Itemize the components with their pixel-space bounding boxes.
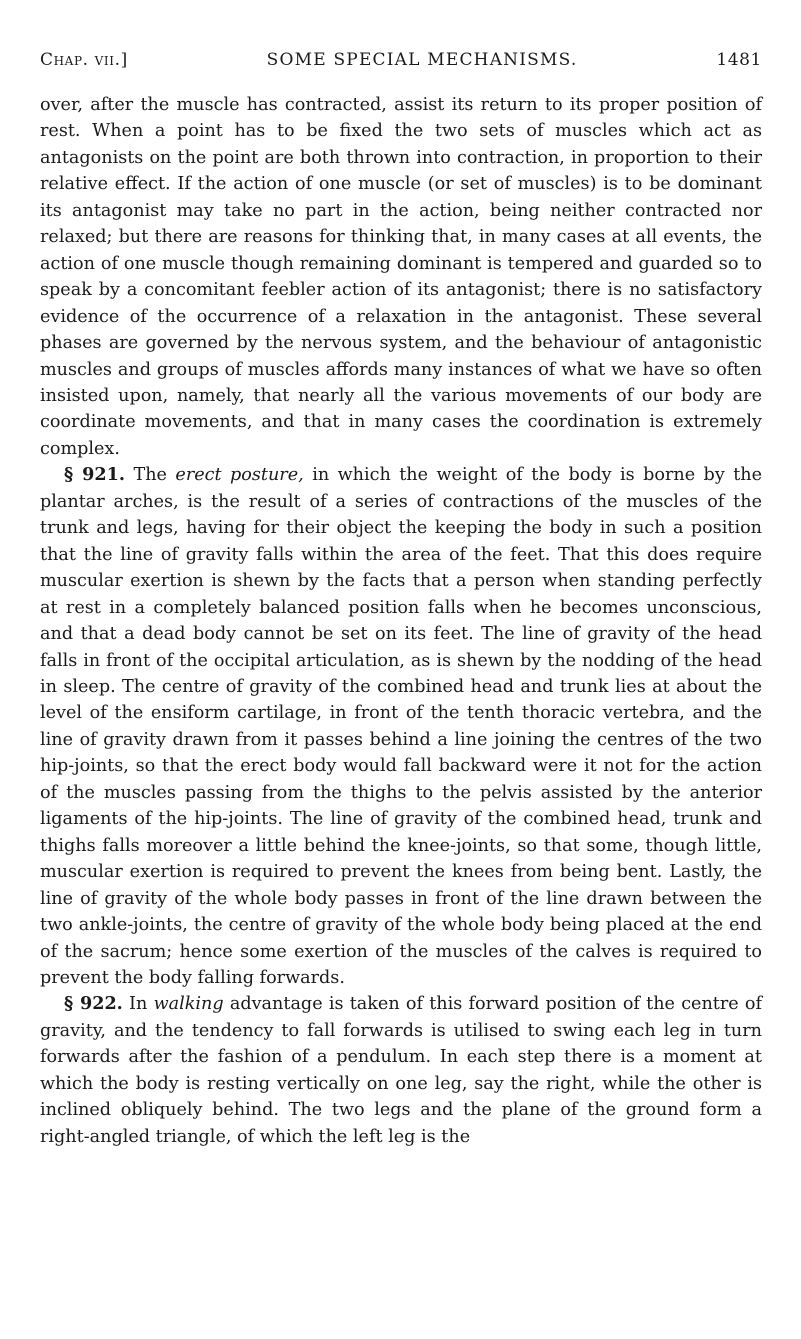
paragraph-term: erect posture,	[175, 465, 304, 486]
paragraph-lead: The	[133, 465, 167, 486]
paragraph-text: over, after the muscle has contracted, assist its return to its proper position of rest. When a point has to be fixed the two sets of muscles which act as antagonists on the point are both thrown into contraction, in proportion to their relative effect. If the action of one muscle (or set of muscles) is to be dominant its antagonist may take no part in the action, being neither contracted nor relaxed; but there are reasons for thinking that, in many cases at all events, the action of one muscle though remaining dominant is tempered and guarded so to speak by a concomitant feebler action of its antagonist; there is no satisfactory evidence of the occurrence of a relaxation in the antagonist. These several phases are governed by the nervous system, and the behaviour of antagonistic muscles and groups of muscles affords many instances of what we have so often insisted upon, namely, that nearly all the various movements of our body are coordinate movements, and that in many cases the coordination is extremely complex.	[40, 95, 762, 459]
paragraph-lead: In	[129, 994, 148, 1015]
chapter-label: Chap. vii.]	[40, 50, 128, 70]
paragraph-continuation	[40, 92, 762, 462]
section-number: § 921.	[64, 464, 126, 486]
section-number: § 922.	[64, 993, 123, 1015]
running-head	[40, 50, 762, 80]
body-text	[40, 92, 762, 1150]
paragraph-term: walking	[153, 994, 224, 1015]
paragraph-section-921	[40, 462, 762, 991]
book-page	[40, 50, 762, 1150]
page-number: 1481	[716, 50, 762, 70]
paragraph-text: advantage is taken of this forward position of the centre of gravity, and the tendency to fall forwards is utilised to swing each leg in turn forwards after the fashion of a pendulum. In each step there is a moment at which the body is resting vertically on one leg, say the right, while the other is inclined obliquely behind. The two legs and the plane of the ground form a right-angled triangle, of which the left leg is the	[40, 994, 763, 1147]
paragraph-section-922	[40, 991, 762, 1150]
paragraph-text: in which the weight of the body is borne by the plantar arches, is the result of a series of contractions of the muscles of the trunk and legs, having for their object the keeping the body in such a position that the line of gravity falls within the area of the feet. That this does require muscular exertion is shewn by the facts that a person when standing perfectly at rest in a completely balanced position falls when he becomes unconscious, and that a dead body cannot be set on its feet. The line of gravity of the head falls in front of the occipital articulation, as is shewn by the nodding of the head in sleep. The centre of gravity of the combined head and trunk lies at about the level of the ensiform cartilage, in front of the tenth thoracic vertebra, and the line of gravity drawn from it passes behind a line joining the centres of the two hip-joints, so that the erect body would fall backward were it not for the action of the muscles passing from the thighs to the pelvis assisted by the anterior ligaments of the hip-joints. The line of gravity of the combined head, trunk and thighs falls moreover a little behind the knee-joints, so that some, though little, muscular exertion is required to prevent the knees from being bent. Lastly, the line of gravity of the whole body passes in front of the line drawn between the two ankle-joints, the centre of gravity of the whole body being placed at the end of the sacrum; hence some exertion of the muscles of the calves is required to prevent the body falling forwards.	[40, 465, 763, 988]
running-title: SOME SPECIAL MECHANISMS.	[266, 50, 578, 70]
